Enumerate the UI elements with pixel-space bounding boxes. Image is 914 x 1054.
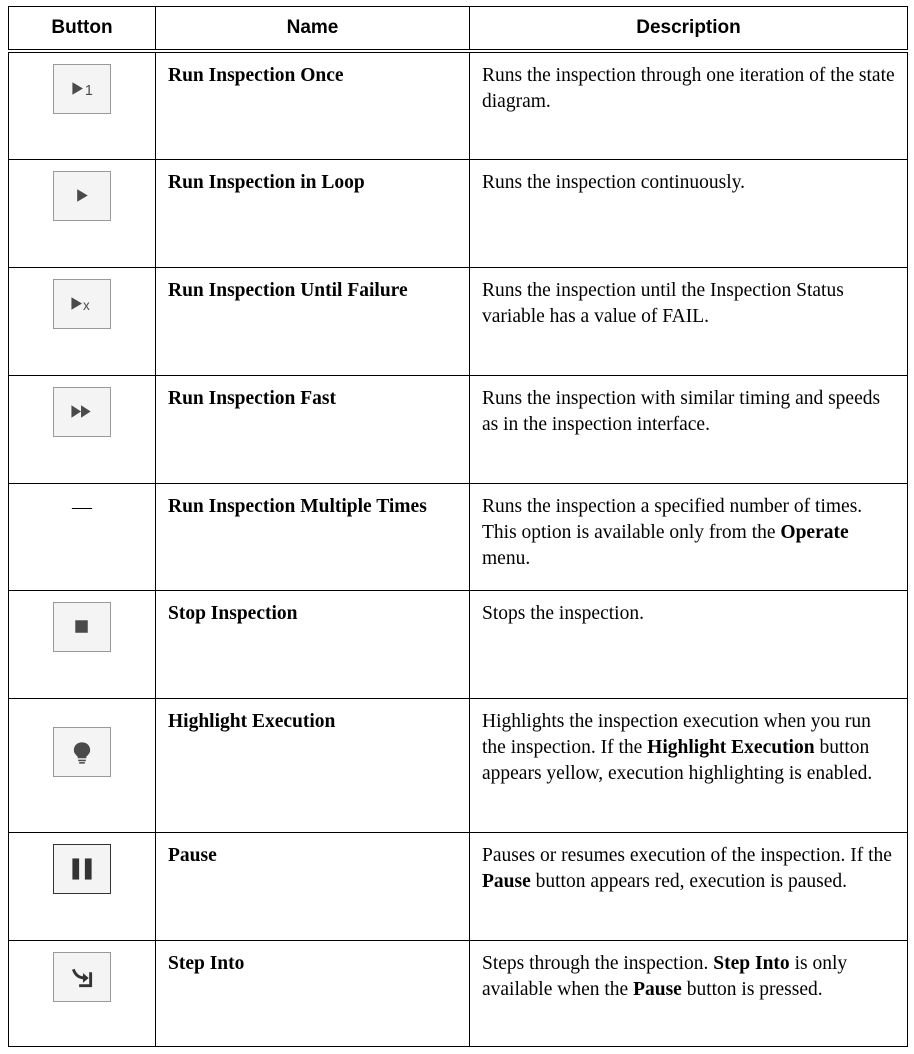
row-description: Runs the inspection a specified number of times. This option is available only from the Operate menu.	[470, 483, 908, 590]
run-fast-icon	[53, 387, 111, 437]
row-name: Run Inspection Until Failure	[156, 267, 470, 375]
button-cell	[9, 267, 156, 375]
row-description: Stops the inspection.	[470, 590, 908, 698]
lightbulb-icon	[53, 727, 111, 777]
table-row	[9, 375, 908, 483]
row-description: Steps through the inspection. Step Into is only available when the Pause button is pressed.	[470, 940, 908, 1046]
table-row	[9, 267, 908, 375]
button-cell	[9, 375, 156, 483]
row-description: Pauses or resumes execution of the inspection. If the Pause button appears red, execution is paused.	[470, 832, 908, 940]
run-loop-icon	[53, 171, 111, 221]
table-row	[9, 940, 908, 1046]
row-description: Runs the inspection with similar timing and speeds as in the inspection interface.	[470, 375, 908, 483]
row-description: Runs the inspection continuously.	[470, 159, 908, 267]
button-cell	[9, 832, 156, 940]
button-cell	[9, 698, 156, 832]
run-once-icon	[53, 64, 111, 114]
no-button-dash: —	[72, 495, 92, 518]
stop-icon	[53, 602, 111, 652]
row-name: Step Into	[156, 940, 470, 1046]
table-row	[9, 51, 908, 159]
row-name: Pause	[156, 832, 470, 940]
step-into-icon	[53, 952, 111, 1002]
header-description: Description	[470, 7, 908, 52]
pause-icon	[53, 844, 111, 894]
run-until-failure-icon	[53, 279, 111, 329]
header-button: Button	[9, 7, 156, 52]
svg-text:x: x	[82, 297, 90, 313]
button-cell	[9, 51, 156, 159]
row-description: Runs the inspection until the Inspection Status variable has a value of FAIL.	[470, 267, 908, 375]
button-reference-table	[8, 6, 908, 1047]
row-description: Highlights the inspection execution when you run the inspection. If the Highlight Execution button appears yellow, execution highlighting is enabled.	[470, 698, 908, 832]
table-row	[9, 159, 908, 267]
row-name: Run Inspection in Loop	[156, 159, 470, 267]
table-row	[9, 698, 908, 832]
button-cell	[9, 590, 156, 698]
svg-text:1: 1	[84, 82, 93, 99]
row-name: Stop Inspection	[156, 590, 470, 698]
header-row	[9, 7, 908, 52]
button-cell	[9, 940, 156, 1046]
row-name: Highlight Execution	[156, 698, 470, 832]
button-cell	[9, 159, 156, 267]
table-row	[9, 832, 908, 940]
table-row	[9, 590, 908, 698]
row-description: Runs the inspection through one iteration of the state diagram.	[470, 51, 908, 159]
row-name: Run Inspection Multiple Times	[156, 483, 470, 590]
row-name: Run Inspection Fast	[156, 375, 470, 483]
row-name: Run Inspection Once	[156, 51, 470, 159]
button-cell	[9, 483, 156, 590]
header-name: Name	[156, 7, 470, 52]
table-row	[9, 483, 908, 590]
